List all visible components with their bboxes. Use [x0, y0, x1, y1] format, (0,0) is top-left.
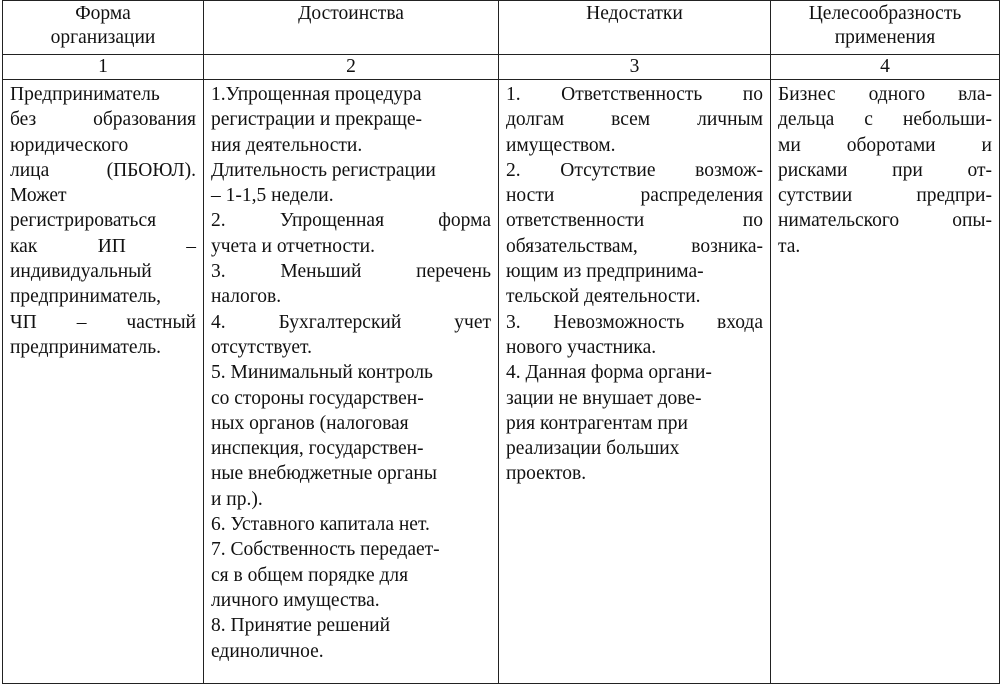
cell-text-line: регистрироваться — [10, 210, 157, 232]
column-number-row — [3, 55, 1000, 80]
cell-form-description — [3, 80, 204, 684]
comparison-table — [2, 0, 1000, 684]
header-disadvantages — [499, 1, 771, 55]
cell-text-line: долгам всем личным — [506, 109, 763, 131]
cell-text-line: единоличное. — [211, 640, 324, 662]
cell-text-line: 8. Принятие решений — [211, 615, 391, 637]
cell-text-line: обязательствам, возника- — [506, 235, 763, 257]
cell-text-line: ющим из предпринима- — [506, 261, 704, 283]
header-row — [3, 1, 1000, 55]
cell-text-line: предприниматель, — [10, 286, 162, 308]
cell-text-line: 4. Бухгалтерский учет — [211, 311, 491, 333]
cell-text-line: регистрации и прекраще- — [211, 109, 423, 131]
cell-text-line: 2. Отсутствие возмож- — [506, 159, 763, 181]
cell-text-line: предприниматель. — [10, 336, 162, 358]
cell-text-line: нового участника. — [506, 336, 657, 358]
cell-text-line: отсутствует. — [211, 336, 312, 358]
cell-text-line: личного имущества. — [211, 589, 380, 611]
cell-text-line: 5. Минимальный контроль — [211, 362, 433, 384]
cell-text-line: Может — [10, 185, 67, 207]
cell-text-line: рисками при от- — [778, 159, 992, 181]
cell-text-line: сутствии предпри- — [778, 185, 992, 207]
cell-text-line: ния деятельности. — [211, 134, 363, 156]
cell-text-line: инспекция, государствен- — [211, 438, 424, 460]
cell-text-line: проектов. — [506, 463, 587, 485]
header-text-line: Целесообразность — [808, 3, 962, 24]
cell-text-line: нимательского опы- — [778, 210, 992, 232]
cell-text-line: юридического — [10, 134, 129, 156]
cell-text-line: имуществом. — [506, 134, 616, 156]
header-text-line: Достоинства — [298, 3, 404, 24]
cell-text-line: рия контрагентам при — [506, 412, 688, 434]
cell-text-line: тельской деятельности. — [506, 286, 701, 308]
cell-text-line: и пр.). — [211, 488, 263, 510]
cell-text-line: ответственности по — [506, 210, 763, 232]
cell-advantages-list — [204, 80, 499, 684]
cell-text-line: со стороны государствен- — [211, 387, 424, 409]
cell-text-line: 1.Упрощенная процедура — [211, 84, 422, 105]
column-number: 2 — [204, 55, 499, 80]
header-text-line: организации — [50, 27, 156, 48]
cell-disadvantages-list — [499, 80, 771, 684]
cell-text-line: как ИП – — [10, 235, 196, 257]
cell-text-line: ных органов (налоговая — [211, 412, 409, 434]
column-number: 1 — [3, 55, 204, 80]
cell-text-line: реализации больших — [506, 438, 680, 460]
cell-expediency-text — [771, 80, 1000, 684]
cell-text-line: Бизнес одного вла- — [778, 84, 992, 105]
cell-text-line: ные внебюджетные органы — [211, 463, 437, 485]
column-number: 3 — [499, 55, 771, 80]
cell-text-line: дельца с небольши- — [778, 109, 992, 131]
column-number: 4 — [771, 55, 1000, 80]
cell-text-line: 7. Собственность передает- — [211, 539, 440, 561]
cell-text-line: налогов. — [211, 286, 282, 308]
header-text-line: Недостатки — [586, 3, 683, 24]
cell-text-line: Длительность регистрации — [211, 159, 436, 181]
cell-text-line: 6. Уставного капитала нет. — [211, 514, 430, 536]
cell-text-line: ности распределения — [506, 185, 763, 207]
cell-text-line: та. — [778, 235, 801, 257]
cell-text-line: 2. Упрощенная форма — [211, 210, 491, 232]
cell-text-line: лица (ПБОЮЛ). — [10, 159, 196, 181]
header-expediency — [771, 1, 1000, 55]
cell-text-line: 1. Ответственность по — [506, 84, 763, 105]
content-row — [3, 80, 1000, 684]
cell-text-line: зации не внушает дове- — [506, 387, 702, 409]
header-advantages — [204, 1, 499, 55]
cell-text-line: ми оборотами и — [778, 134, 992, 156]
cell-text-line: ЧП – частный — [10, 311, 196, 333]
cell-text-line: 3. Меньший перечень — [211, 261, 491, 283]
header-text-line: применения — [834, 27, 936, 48]
cell-text-line: 4. Данная форма органи- — [506, 362, 712, 384]
cell-text-line: учета и отчетности. — [211, 235, 375, 257]
cell-text-line: индивидуальный — [10, 261, 152, 283]
cell-text-line: Предприниматель — [10, 84, 160, 105]
cell-text-line: – 1-1,5 недели. — [211, 185, 334, 207]
cell-text-line: ся в общем порядке для — [211, 564, 409, 586]
cell-text-line: без образования — [10, 109, 196, 131]
cell-text-line: 3. Невозможность входа — [506, 311, 763, 333]
header-text-line: Форма — [75, 3, 131, 24]
header-form-of-organization — [3, 1, 204, 55]
